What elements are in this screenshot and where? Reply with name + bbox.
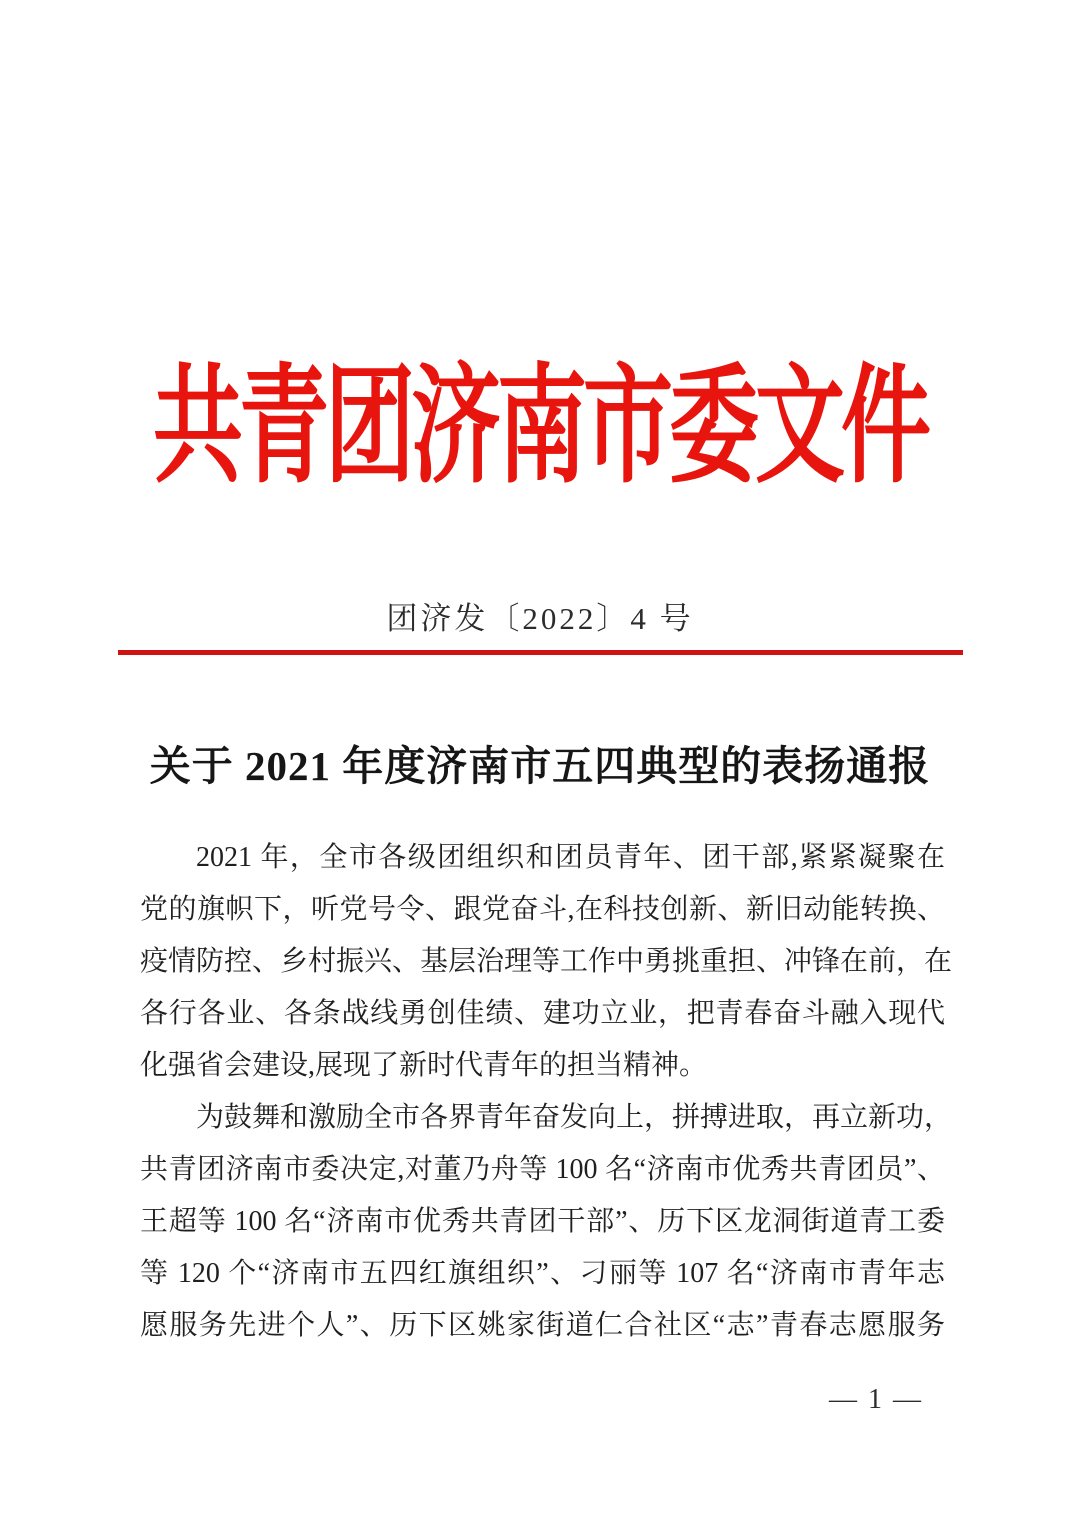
- notice-title: 关于 2021 年度济南市五四典型的表扬通报: [149, 743, 931, 789]
- red-separator-line: [118, 650, 963, 655]
- body-line: 为鼓舞和激励全市各界青年奋发向上，拼搏进取，再立新功，: [196, 1102, 953, 1133]
- body-line: 化强省会建设,展现了新时代青年的担当精神。: [140, 1050, 708, 1081]
- body-line: 等 120 个“济南市五四红旗组织”、刁丽等 107 名“济南市青年志: [140, 1258, 945, 1289]
- body-line: 王超等 100 名“济南市优秀共青团干部”、历下区龙洞街道青工委: [140, 1206, 945, 1237]
- body-paragraph-2: [140, 1092, 953, 1352]
- document-body: [140, 832, 953, 1352]
- body-paragraph-1: [140, 832, 953, 1092]
- body-line: 疫情防控、乡村振兴、基层治理等工作中勇挑重担、冲锋在前，在: [140, 946, 953, 977]
- red-header-title: 共青团济南市委文件: [153, 358, 927, 499]
- body-line: 各行各业、各条战线勇创佳绩、建功立业，把青春奋斗融入现代: [140, 998, 945, 1029]
- doc-number: 团济发〔2022〕4 号: [386, 601, 694, 636]
- body-line: 党的旗帜下，听党号令、跟党奋斗,在科技创新、新旧动能转换、: [140, 894, 945, 925]
- body-line: 共青团济南市委决定,对董乃舟等 100 名“济南市优秀共青团员”、: [140, 1154, 945, 1185]
- body-line: 2021 年，全市各级团组织和团员青年、团干部,紧紧凝聚在: [196, 842, 945, 873]
- page-number: — 1 —: [829, 1384, 923, 1415]
- body-line: 愿服务先进个人”、历下区姚家街道仁合社区“志”青春志愿服务: [140, 1310, 945, 1341]
